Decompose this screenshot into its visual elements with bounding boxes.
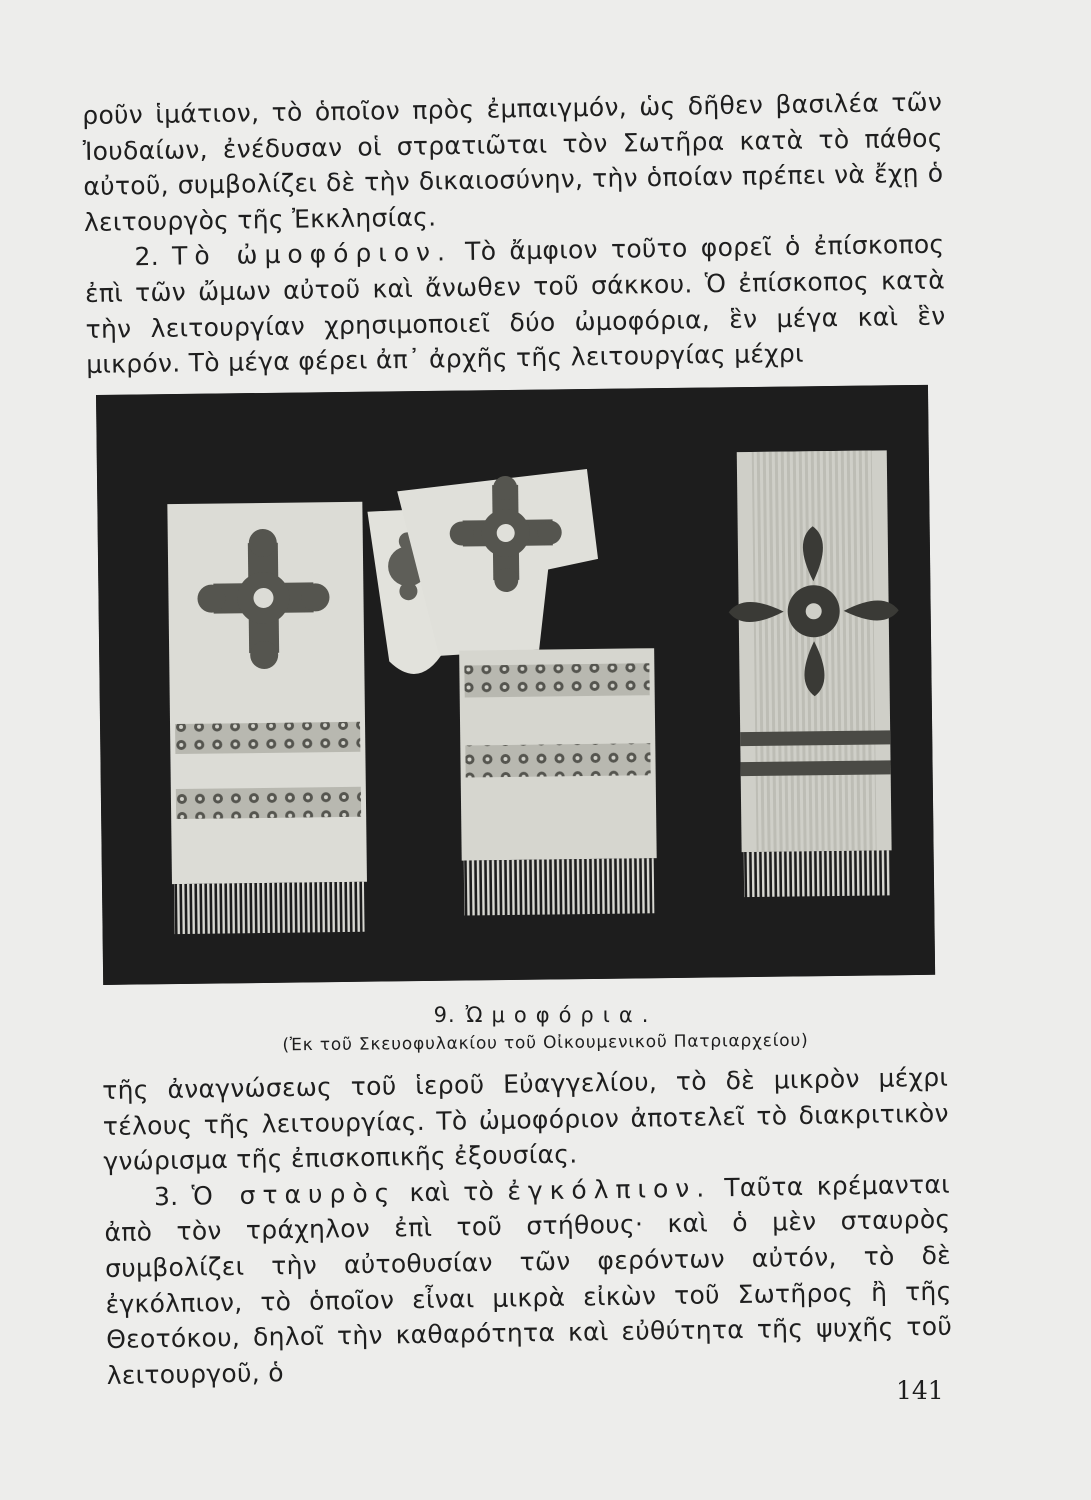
item-3-number: 3.	[153, 1181, 179, 1211]
figure-number: 9.	[433, 1003, 456, 1027]
page-number: 141	[896, 1376, 944, 1405]
figure-caption-source: (Ἐκ τοῦ Σκευοφυλακίου τοῦ Οἰκουμενικοῦ Πατριαρχείου)	[282, 1030, 809, 1056]
figure-title: Ὠμοφόρια.	[465, 1003, 658, 1027]
top-text-block	[82, 84, 946, 382]
item-2-paragraph	[84, 227, 946, 383]
figure-caption-title	[0, 1003, 1091, 1027]
right-omophorion	[727, 450, 902, 897]
item-3-heading: Ὁ σταυρὸς	[191, 1178, 397, 1211]
left-omophorion	[167, 502, 367, 934]
bottom-text-block	[102, 1060, 953, 1394]
continuation-paragraph: τῆς ἀναγνώσεως τοῦ ἱεροῦ Εὐαγγελίου, τὸ δὲ μικρὸν μέχρι τέλους τῆς λειτουργίας. Τὸ ὠμοφόριον ἀποτελεῖ τὸ διακριτικὸν γνώρισμα τῆς ἐπισκοπικῆς ἐξουσίας.	[102, 1062, 949, 1177]
item-3-connector: καὶ τὸ	[409, 1176, 495, 1207]
item-2-number: 2.	[134, 242, 160, 272]
top-paragraph: ροῦν ἱμάτιον, τὸ ὁποῖον πρὸς ἐμπαιγμόν, ὡς δῆθεν βασιλέα τῶν Ἰουδαίων, ἐνέδυσαν οἱ στρατιῶται τὸν Σωτῆρα κατὰ τὸ πάθος αὐτοῦ, συμβολίζει δὲ τὴν δικαιοσύνην, τὴν ὁποίαν πρέπει νὰ ἔχῃ ὁ λειτουργὸς τῆς Ἐκκλησίας.	[82, 87, 944, 237]
omophoria-photograph	[96, 385, 935, 985]
item-3-heading2: ἐγκόλπιον.	[507, 1173, 712, 1206]
item-2-text: Τὸ ἄμφιον τοῦτο φορεῖ ὁ ἐπίσκοπος ἐπὶ τῶν ὤμων αὐτοῦ καὶ ἄνωθεν τοῦ σάκκου. Ὁ ἐπίσκοπος κατὰ τὴν λειτουργίαν χρησιμοποιεῖ δύο ὠμοφόρια, ἓν μέγα καὶ ἓν μικρόν. Τὸ μέγα φέρει ἀπ᾽ ἀρχῆς τῆς λειτουργίας μέχρι	[84, 229, 946, 380]
item-3-paragraph	[104, 1166, 953, 1393]
item-2-heading: Τὸ ὠμοφόριον.	[171, 237, 453, 271]
item-3-text: Ταῦτα κρέμανται ἀπὸ τὸν τράχηλον ἐπὶ τοῦ στήθους· καὶ ὁ μὲν σταυρὸς συμβολίζει τὴν αὐτοθυσίαν τῶν φερόντων αὐτόν, τὸ δὲ ἐγκόλπιον, τὸ ὁποῖον εἶναι μικρὰ εἰκὼν τοῦ Σωτῆρος ἢ τῆς Θεοτόκου, δηλοῖ τὴν καθαρότητα καὶ εὐθύτητα τῆς ψυχῆς τοῦ λειτουργοῦ, ὁ	[104, 1169, 953, 1390]
omophoria-illustration	[96, 385, 935, 985]
